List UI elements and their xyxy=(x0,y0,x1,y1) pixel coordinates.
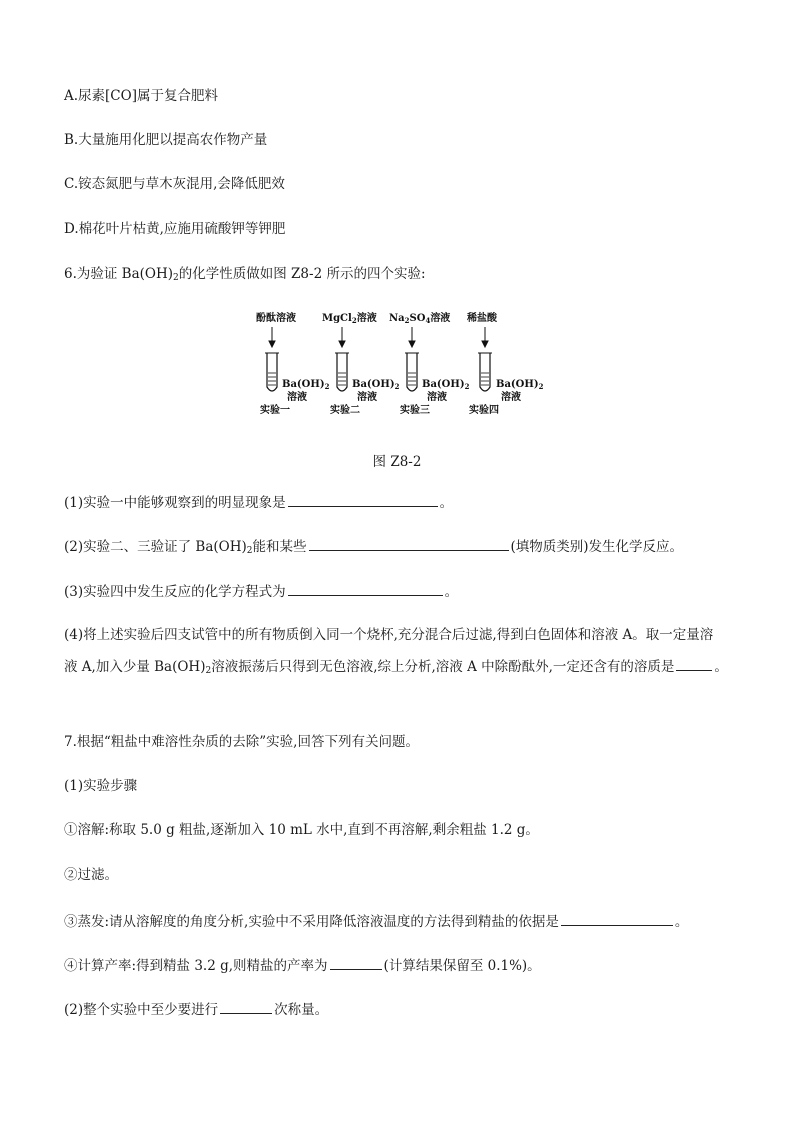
test-tube-4 xyxy=(478,353,492,391)
q7-step-2: ②过滤。 xyxy=(64,867,118,883)
exp-label-1: 实验一 xyxy=(260,405,290,416)
option-c: C.铵态氮肥与草木灰混用,会降低肥效 xyxy=(64,176,285,192)
q6-part-2 xyxy=(64,536,683,560)
experiment-figure xyxy=(240,305,560,425)
tube-label-2a: $Ba(OH)_2$ xyxy=(352,379,400,391)
reagent-label-3: $Na_2SO_4$溶液 xyxy=(389,313,451,325)
q6-part-4-line1: (4)将上述实验后四支试管中的所有物质倒入同一个烧杯,充分混合后过滤,得到白色固体和溶液 A。取一定量溶 xyxy=(64,627,714,643)
tube-label-1a: $Ba(OH)_2$ xyxy=(282,379,330,391)
question-6-stem xyxy=(64,265,426,287)
q6-p4-sub: 2 xyxy=(205,666,212,676)
option-a: A.尿素[CO]属于复合肥料 xyxy=(64,88,218,104)
exp-label-3: 实验三 xyxy=(400,405,430,416)
q7-step-4 xyxy=(64,955,541,975)
test-tube-1 xyxy=(265,353,279,391)
tube-label-3a: $Ba(OH)_2$ xyxy=(422,379,470,391)
tube-label-3b: 溶液 xyxy=(427,392,447,403)
exp-label-4: 实验四 xyxy=(469,405,499,416)
q7-s4-text: ④计算产率:得到精盐 3.2 g,则精盐的产率为 xyxy=(64,958,328,974)
q6-p4-end: 。 xyxy=(714,659,728,675)
q6-part-1 xyxy=(64,492,453,512)
answer-blank-4[interactable] xyxy=(676,656,712,671)
tube-label-2b: 溶液 xyxy=(357,392,377,403)
q6-stem-sub: 2 xyxy=(173,273,179,283)
exp-label-2: 实验二 xyxy=(330,405,360,416)
q6-p1-end: 。 xyxy=(439,495,454,511)
q6-p2-sub: 2 xyxy=(246,546,253,556)
tube-label-4b: 溶液 xyxy=(501,392,521,403)
tube-label-4a: $Ba(OH)_2$ xyxy=(496,379,544,391)
q7-s3-text: ③蒸发:请从溶解度的角度分析,实验中不采用降低溶液温度的方法得到精盐的依据是 xyxy=(64,914,559,930)
q7-step-3 xyxy=(64,911,688,931)
reagent-label-4: 稀盐酸 xyxy=(467,313,497,324)
test-tube-3 xyxy=(405,353,419,391)
test-tube-2 xyxy=(335,353,349,391)
q6-p4-mid: 溶液振荡后只得到无色溶液,综上分析,溶液 A 中除酚酞外,一定还含有的溶质是 xyxy=(211,659,675,675)
q7-step-title: (1)实验步骤 xyxy=(64,778,138,794)
q6-part-4-line2 xyxy=(64,656,728,680)
q6-p4-text: 液 A,加入少量 Ba(OH) xyxy=(64,659,206,675)
answer-blank-5[interactable] xyxy=(561,911,673,926)
answer-blank-1[interactable] xyxy=(288,492,438,507)
q7-s3-end: 。 xyxy=(674,914,689,930)
q6-p1-text: (1)实验一中能够观察到的明显现象是 xyxy=(64,495,286,511)
q6-p3-end: 。 xyxy=(444,584,459,600)
q7-s4-end: (计算结果保留至 0.1%)。 xyxy=(383,958,541,974)
figure-caption: 图 Z8-2 xyxy=(372,454,422,470)
q6-p2-text: (2)实验二、三验证了 Ba(OH) xyxy=(64,539,247,555)
tube-label-1b: 溶液 xyxy=(287,392,307,403)
q6-stem-text-2: 的化学性质做如图 Z8-2 所示的四个实验: xyxy=(178,266,426,282)
q7-p2-end: 次称量。 xyxy=(274,1002,329,1018)
answer-blank-2[interactable] xyxy=(309,536,509,551)
reagent-label-1: 酚酞溶液 xyxy=(256,313,296,324)
q6-p2-mid: 能和某些 xyxy=(252,539,307,555)
q7-step-1: ①溶解:称取 5.0 g 粗盐,逐渐加入 10 mL 水中,直到不再溶解,剩余粗盐 1.2 g。 xyxy=(64,822,539,838)
reagent-label-2: MgCl$_2$溶液 xyxy=(322,313,377,325)
q7-part-2 xyxy=(64,999,328,1019)
q7-p2-text: (2)整个实验中至少要进行 xyxy=(64,1002,219,1018)
option-d: D.棉花叶片枯黄,应施用硫酸钾等钾肥 xyxy=(64,221,286,237)
option-b: B.大量施用化肥以提高农作物产量 xyxy=(64,132,268,148)
q6-part-3 xyxy=(64,581,458,601)
answer-blank-6[interactable] xyxy=(330,955,382,970)
question-7-stem: 7.根据“粗盐中难溶性杂质的去除”实验,回答下列有关问题。 xyxy=(64,734,419,750)
q6-p2-end: (填物质类别)发生化学反应。 xyxy=(510,539,684,555)
q6-stem-text: 6.为验证 Ba(OH) xyxy=(64,266,174,282)
q6-p3-text: (3)实验四中发生反应的化学方程式为 xyxy=(64,584,286,600)
answer-blank-3[interactable] xyxy=(288,581,443,596)
answer-blank-7[interactable] xyxy=(220,999,272,1014)
